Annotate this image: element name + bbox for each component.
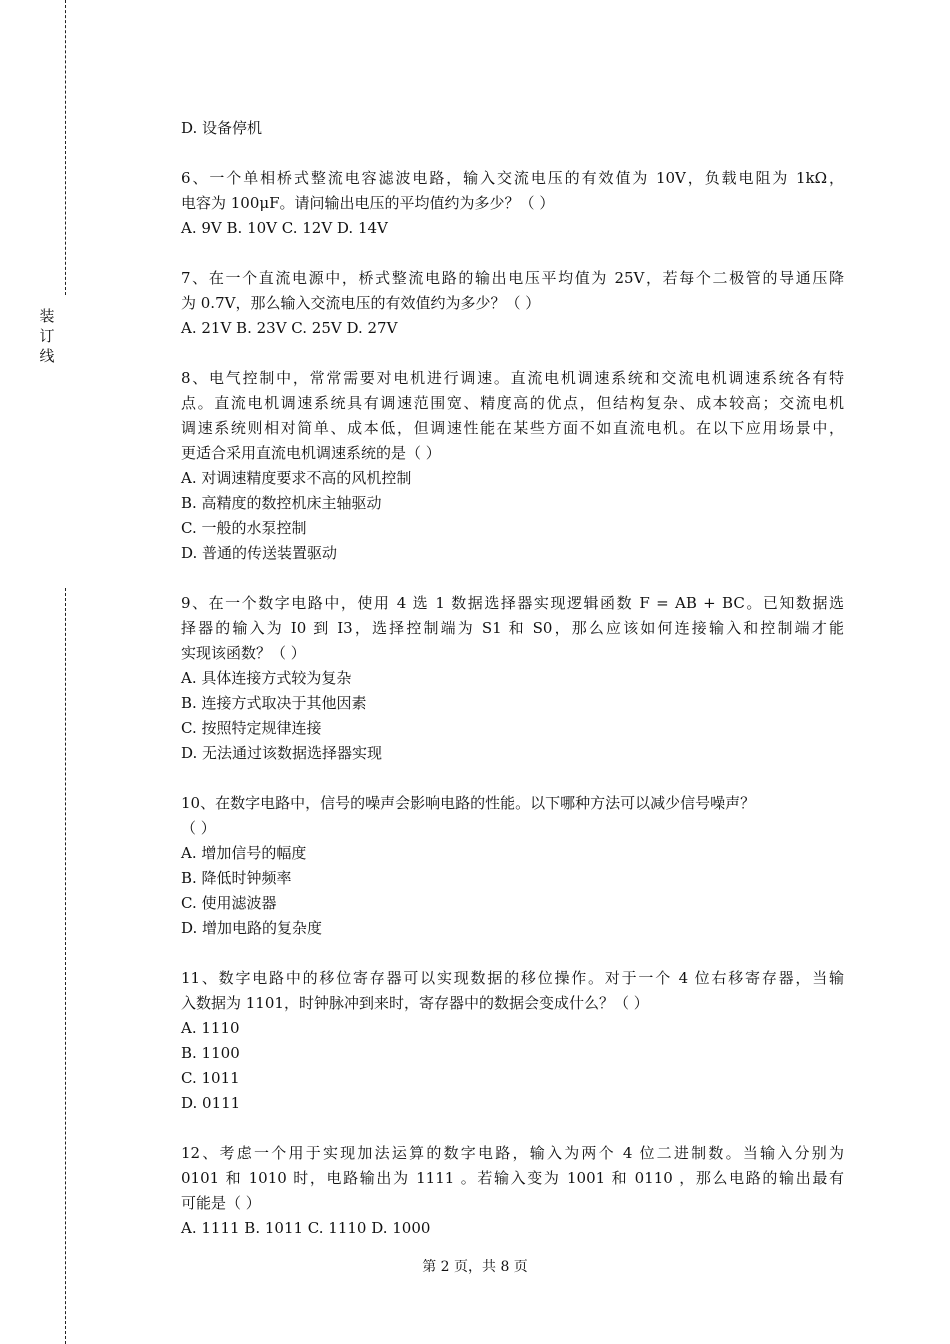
option-a: A. 具体连接方式较为复杂 bbox=[181, 669, 352, 687]
question-stem: 10、在数字电路中，信号的噪声会影响电路的性能。以下哪种方法可以减少信号噪声？ bbox=[181, 794, 756, 812]
question-stem: （ ） bbox=[181, 819, 216, 837]
question-stem: 调速系统则相对简单、成本低，但调速性能在某些方面不如直流电机。在以下应用场景中， bbox=[181, 419, 844, 437]
question-stem: 9、在一个数字电路中，使用 4 选 1 数据选择器实现逻辑函数 F = AB + BC。已知数据选 bbox=[181, 594, 844, 612]
question-stem: 可能是（ ） bbox=[181, 1194, 261, 1212]
option-b: B. 连接方式取决于其他因素 bbox=[181, 694, 367, 712]
question-stem: 11、数字电路中的移位寄存器可以实现数据的移位操作。对于一个 4 位右移寄存器，当输 bbox=[181, 969, 844, 987]
option-d: D. 无法通过该数据选择器实现 bbox=[181, 744, 383, 762]
question-stem: 为 0.7V，那么输入交流电压的有效值约为多少？（ ） bbox=[181, 294, 541, 312]
question-stem: 6、一个单相桥式整流电容滤波电路，输入交流电压的有效值为 10V，负载电阻为 1kΩ， bbox=[181, 169, 844, 187]
question-stem: 实现该函数？（ ） bbox=[181, 644, 306, 662]
question-stem: 入数据为 1101，时钟脉冲到来时，寄存器中的数据会变成什么？（ ） bbox=[181, 994, 649, 1012]
option-a: A. 1110 bbox=[181, 1019, 240, 1037]
question-options: A. 21V B. 23V C. 25V D. 27V bbox=[181, 319, 398, 337]
question-6 bbox=[181, 166, 844, 241]
question-stem: 择器的输入为 I0 到 I3，选择控制端为 S1 和 S0，那么应该如何连接输入和控制端才能 bbox=[181, 619, 844, 637]
question-stem: 0101 和 1010 时，电路输出为 1111 。若输入变为 1001 和 0110 ，那么电路的输出最有 bbox=[181, 1169, 844, 1187]
question-5-tail bbox=[181, 116, 844, 141]
question-stem: 电容为 100μF。请问输出电压的平均值约为多少？（ ） bbox=[181, 194, 555, 212]
question-11 bbox=[181, 966, 844, 1116]
option-b: B. 降低时钟频率 bbox=[181, 869, 292, 887]
question-stem: 7、在一个直流电源中，桥式整流电路的输出电压平均值为 25V，若每个二极管的导通压降 bbox=[181, 269, 844, 287]
page-footer: 第 2 页，共 8 页 bbox=[422, 1259, 528, 1275]
option-a: A. 增加信号的幅度 bbox=[181, 844, 307, 862]
question-stem: 12、考虑一个用于实现加法运算的数字电路，输入为两个 4 位二进制数。当输入分别为 bbox=[181, 1144, 844, 1162]
binding-label: 装订线 bbox=[39, 307, 55, 365]
option-b: B. 高精度的数控机床主轴驱动 bbox=[181, 494, 382, 512]
question-stem: 8、电气控制中，常常需要对电机进行调速。直流电机调速系统和交流电机调速系统各有特 bbox=[181, 369, 844, 387]
option-c: C. 1011 bbox=[181, 1069, 240, 1087]
option-c: C. 按照特定规律连接 bbox=[181, 719, 322, 737]
option-d: D. 增加电路的复杂度 bbox=[181, 919, 323, 937]
binding-dashed-line-top bbox=[65, 0, 66, 295]
question-7 bbox=[181, 266, 844, 341]
binding-dashed-line-bottom bbox=[65, 588, 66, 1344]
question-12 bbox=[181, 1141, 844, 1241]
question-options: A. 1111 B. 1011 C. 1110 D. 1000 bbox=[181, 1219, 431, 1237]
question-10 bbox=[181, 791, 844, 941]
question-9 bbox=[181, 591, 844, 766]
option-d: D. 0111 bbox=[181, 1094, 241, 1112]
option-b: B. 1100 bbox=[181, 1044, 240, 1062]
option-d: D. 普通的传送装置驱动 bbox=[181, 544, 338, 562]
option-c: C. 一般的水泵控制 bbox=[181, 519, 307, 537]
question-options: A. 9V B. 10V C. 12V D. 14V bbox=[181, 219, 388, 237]
option-c: C. 使用滤波器 bbox=[181, 894, 277, 912]
question-8 bbox=[181, 366, 844, 566]
option-d: D. 设备停机 bbox=[181, 119, 263, 137]
question-list bbox=[181, 116, 844, 1266]
question-stem: 更适合采用直流电机调速系统的是（ ） bbox=[181, 444, 441, 462]
question-stem: 点。直流电机调速系统具有调速范围宽、精度高的优点，但结构复杂、成本较高；交流电机 bbox=[181, 394, 844, 412]
option-a: A. 对调速精度要求不高的风机控制 bbox=[181, 469, 412, 487]
